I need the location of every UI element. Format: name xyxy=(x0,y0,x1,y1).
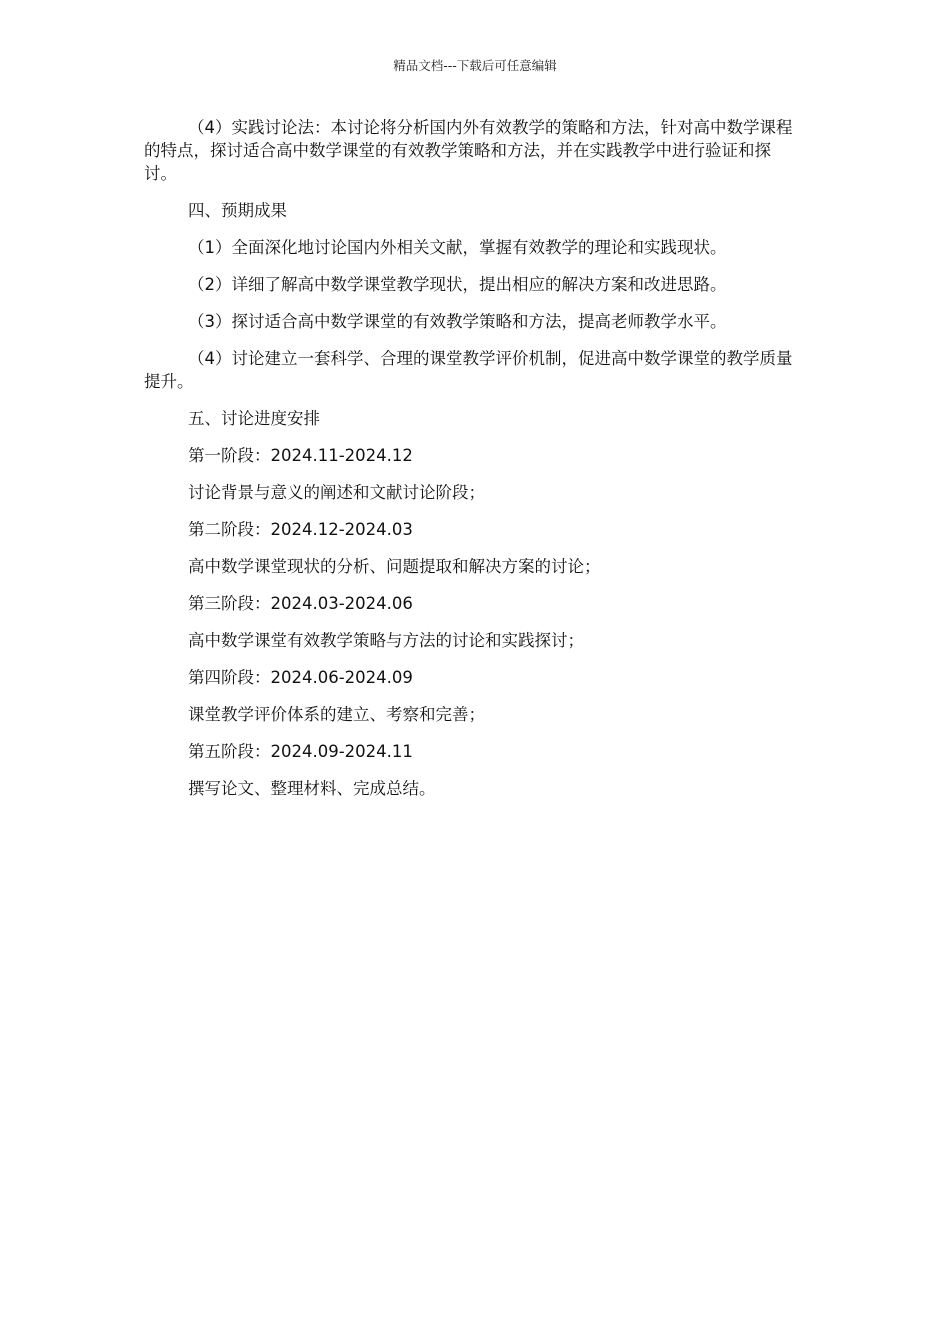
stage-3-task: 高中数学课堂有效教学策略与方法的讨论和实践探讨； xyxy=(188,631,584,650)
result-1: （1）全面深化地讨论国内外相关文献，掌握有效教学的理论和实践现状。 xyxy=(188,238,727,257)
stage-4-task: 课堂教学评价体系的建立、考察和完善； xyxy=(188,705,485,724)
stage-2-period: 第二阶段：2024.12-2024.03 xyxy=(188,520,413,539)
section-5-heading: 五、讨论进度安排 xyxy=(188,409,320,428)
stage-4-period: 第四阶段：2024.06-2024.09 xyxy=(188,668,413,687)
document-body xyxy=(144,116,800,814)
stage-5-period: 第五阶段：2024.09-2024.11 xyxy=(188,742,413,761)
method-4-paragraph: （4）实践讨论法：本讨论将分析国内外有效教学的策略和方法，针对高中数学课程的特点，探讨适合高中数学课堂的有效教学策略和方法，并在实践教学中进行验证和探讨。 xyxy=(144,118,793,183)
page-header: 精品文档---下载后可任意编辑 xyxy=(393,58,557,73)
stage-3-period: 第三阶段：2024.03-2024.06 xyxy=(188,594,413,613)
result-3: （3）探讨适合高中数学课堂的有效教学策略和方法，提高老师教学水平。 xyxy=(188,312,727,331)
stage-5-task: 撰写论文、整理材料、完成总结。 xyxy=(188,779,436,798)
result-2: （2）详细了解高中数学课堂教学现状，提出相应的解决方案和改进思路。 xyxy=(188,275,727,294)
section-4-heading: 四、预期成果 xyxy=(188,201,287,220)
stage-1-period: 第一阶段：2024.11-2024.12 xyxy=(188,446,413,465)
result-4: （4）讨论建立一套科学、合理的课堂教学评价机制，促进高中数学课堂的教学质量提升。 xyxy=(144,349,793,391)
stage-2-task: 高中数学课堂现状的分析、问题提取和解决方案的讨论； xyxy=(188,557,601,576)
stage-1-task: 讨论背景与意义的阐述和文献讨论阶段； xyxy=(188,483,485,502)
